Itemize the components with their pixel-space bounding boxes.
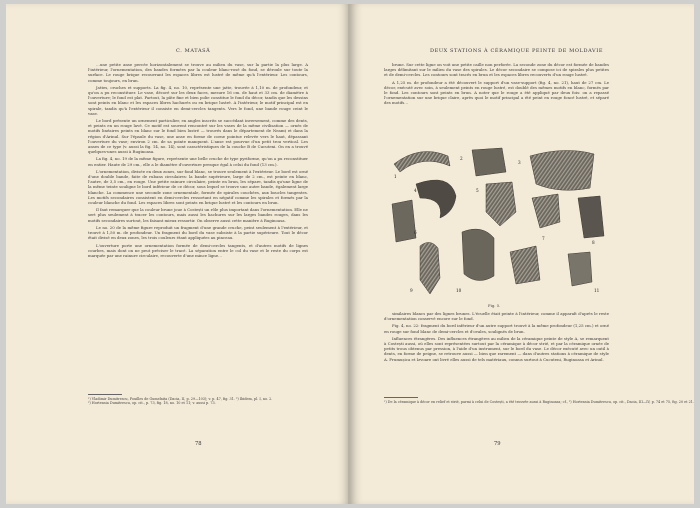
paragraph: A 1,25 m. de profondeur a été découvert le support d'un vase-support (fig. 4, no. 21), haut de 27 cm. Le décor, exécuté avec soin, à seulement peints en rouge lustré, est doublé des mêmes motifs en blanc, formés par le fond. Les contours sont peints en brun. A noter que le rouge a été appliqué par deux fois: on a repassé l'ornementation sur une brique claire, après quoi le motif principal a été peint en rouge foncé lustré, et séparé des motifs… — [384, 79, 609, 106]
paragraph: L'ouverture porte une ornementation formée de demi-cercles tangents, et d'autres motifs de lignes courbes, mais dont on ne peut préciser le tracé. La séparation entre le col du vase et le reste du corps est marquée par une rainure circulaire, recouverte d'une mince ligne… — [88, 242, 308, 258]
figure-number-label: 8 — [592, 240, 595, 245]
sherd-1 — [394, 152, 450, 173]
paragraph: Le bord présente un ornement particulier, en angles inscrits se succédant inversement, comme des dents, et peints en un rouge lavé. Ce motif est souvent rencontré sur les vases de la même civilisation — ornés de motifs linéaires peints en blanc sur le fond bien lustré — trouvés dans le département de Neamț et dans la région d'Arinul. Sur l'épaule du vase, une anse en forme de corne pointue relevée vers le haut, dépassant l'ouverture du vase; environ 2 cm. de sa pointe manquent. L'anse est pourvue d'un petit trou vertical. Les anses de ce type (v. aussi la fig. 14, no. 14), sont caractéristiques de la couche B de Cucuteni. On en a trouvé quelques-unes aussi à Ruginoasa. — [88, 118, 308, 155]
figure-number-label: 2 — [460, 156, 463, 161]
running-head-left: C. MATASĂ — [176, 48, 211, 54]
sherd-3 — [530, 150, 594, 190]
paragraph: …une petite anse percée horizontalement se trouve au milieu du vase, sur la partie la plus large. A l'intérieur, l'ornementation, des bandes formées par la couleur blanc-rosé du fond, se déroule sur toute la surface. Le rouge brique recouvrant les espaces libres est lustré de même qu'à l'extérieur. Les contours, comme toujours, en brun. — [88, 62, 308, 83]
paragraph: Il faut remarquer que la couleur brune joue à Costești un rôle plus important dans l'ornementation. Elle ne sert plus seulement à tracer les contours, mais aussi les hachures sur les larges bandes rouges, dans les motifs secondaires surtout, les faisant mieux ressortir. On observe aussi cette manière à Ruginoasa. — [88, 207, 308, 223]
right-page — [350, 4, 694, 504]
figure-number-label: 7 — [542, 236, 545, 241]
right-body-text-lower — [384, 311, 609, 391]
page-number-right: 79 — [494, 441, 501, 447]
sherd-5 — [486, 182, 516, 226]
sherd-10 — [462, 229, 494, 280]
paragraph: Influences étrangères. Des influences étrangères au milieu de la céramique peinte de style A, se remarquent à Costești aussi, où elles sont représentées surtout par la céramique à décor strié, et par la céramique ornée de petits trous obtenus par pression, à l'aide d'un instrument, sur le bord du vase. Le décor exécuté avec un outil à dents, en forme de peigne, se retrouve aussi — bien que rarement — dans d'autres stations à céramique de style A. Frumușica et Izvoare ont livré elles aussi de tels matériaux, connus surtout à Cucuteni, Ruginoasa et Arinul. — [384, 335, 609, 362]
page-number-left: 78 — [195, 441, 202, 447]
paragraph: Le no. 20 de la même figure reproduit un fragment d'une grande cruche, peint seulement à l'extérieur, et trouvé à 1,50 m. de profondeur. Un fragment du bord du vase subsiste à la partie supérieure. Tout le décor était divisé en deux zones, les trois couleurs étant appliquées au pinceau. — [88, 224, 308, 241]
figure-number-label: 3 — [518, 160, 521, 165]
sherd-11b — [568, 252, 592, 286]
sherd-8 — [578, 196, 604, 238]
plate-caption: Fig. 5. — [488, 303, 501, 308]
pottery-plate-figure — [390, 142, 614, 300]
sherd-4 — [416, 180, 456, 218]
footnote: ¹) Vladimir Dumitrescu, Fouilles de Gumelnița (Dacia, II, p. 29—103); v. p. 47, fig. 31. ³) Ibidem, pl. I, no. 2. — [88, 397, 273, 401]
figure-number-label: 11 — [594, 288, 600, 293]
figure-number-label: 10 — [456, 288, 462, 293]
running-head-right: DEUX STATIONS À CÉRAMIQUE PEINTE DE MOLDAVIE — [430, 48, 604, 54]
paragraph: brune. Sur cette ligne on voit une petite caille non perforée. La seconde zone du décor est formée de bandes larges délimitant sur le milieu du vase des spirales. Le décor secondaire se compose ici de spirales plus petites et de demi-cercles. Les contours sont tracés en brun et les espaces libres recouverts d'un rouge lustré. — [384, 62, 609, 78]
figure-number-label: 5 — [476, 188, 479, 193]
sherd-7 — [532, 194, 560, 228]
sherd-2 — [472, 148, 506, 176]
footnote: ¹) De la céramique à décor en relief et strié, parmi à celui de Costești, a été trouvée aussi à Ruginoasa; cf., ²) Hortensia Dumitrescu, op. cit., Dacia, III—IV, p. 74 et 75, fig. 20 et 21. — [384, 400, 695, 404]
footnote-rule — [384, 397, 418, 398]
paragraph: La fig. 4, no. 19 de la même figure, représente une belle cruche de type pyriforme, qu'on a pu reconstituer en entier. Haute de 29 cm., elle a le diamètre d'ouverture presque égal à celui du fond (13 cm.). — [88, 156, 308, 167]
sherd-6 — [392, 200, 416, 242]
figure-number-label: 1 — [394, 174, 397, 179]
footnote: ²) Hortensia Dumitrescu, op. cit., p. 73, fig. 18, no. 10 et 11; v. aussi p. 73. — [88, 401, 216, 406]
left-page — [6, 4, 350, 504]
left-footnotes — [88, 397, 308, 419]
paragraph: L'ornementation, divisée en deux zones, sur fond blanc, se trouve seulement à l'extérieur. Le bord est orné d'une double bande, faite de rubans circulaires: la bande supérieure, large de 2 cm., est peinte en blanc, l'autre, de 3,5 cm., en rouge. Une petite rainure circulaire, peinte en brun, les sépare, tandis qu'une ligne de la même teinte souligne le bord inférieur de ce décor, sous lequel se trouve une autre bande, également large blanche. La commence une seconde zone ornementale, formée de spirales couchées, aux boucles tangentes. Les motifs secondaires consistent en demi-cercles ressortant en négatif comme les spirales et formés par la couleur blanche du fond. Les espaces libres sont peints en brique lustré et les contours en brun. — [88, 168, 308, 206]
sherd-11 — [510, 246, 540, 284]
figure-number-label: 9 — [410, 288, 413, 293]
figure-number-label: 4 — [414, 188, 417, 193]
paragraph: Fig. 4, no. 22: fragment du bord inférieur d'un autre support trouvé à la même profondeur (1,25 cm.) et orné en rouge sur fond blanc de demi-cercles et d'ovales, soulignés de brun. — [384, 323, 609, 334]
right-body-text-upper — [384, 62, 609, 138]
book-spread — [6, 4, 694, 504]
figure-number-label: 6 — [414, 230, 417, 235]
paragraph: Jattes, cruches et supports. La fig. 4, no. 10, représente une jatte, trouvée à 1,10 m. de profondeur, et qu'on a pu reconstituer. Le vase, décoré sur les deux faces, mesure 16 cm. de haut et 33 cm. de diamètre à l'ouverture; le fond est plat. Partout, la pâte fine et bien polie constitue le fond du décor, tandis que les dessins sont peints en blanc et les espaces libres hachurés ou en brique lustré. A l'intérieur, le motif principal est en spirale, tandis qu'à l'extérieur il consiste en demi-cercles tangents. Vers le fond, une bande rouge ceint le vase. — [88, 84, 308, 116]
paragraph: similaires blancs par des lignes brunes. L'écuelle était peinte à l'intérieur, comme il apparaît d'après le reste d'ornementation conservé encore sur le fond. — [384, 311, 609, 322]
sherd-9 — [420, 242, 440, 294]
footnote-rule — [88, 394, 122, 395]
right-footnotes — [384, 400, 695, 416]
left-body-text — [88, 62, 308, 382]
